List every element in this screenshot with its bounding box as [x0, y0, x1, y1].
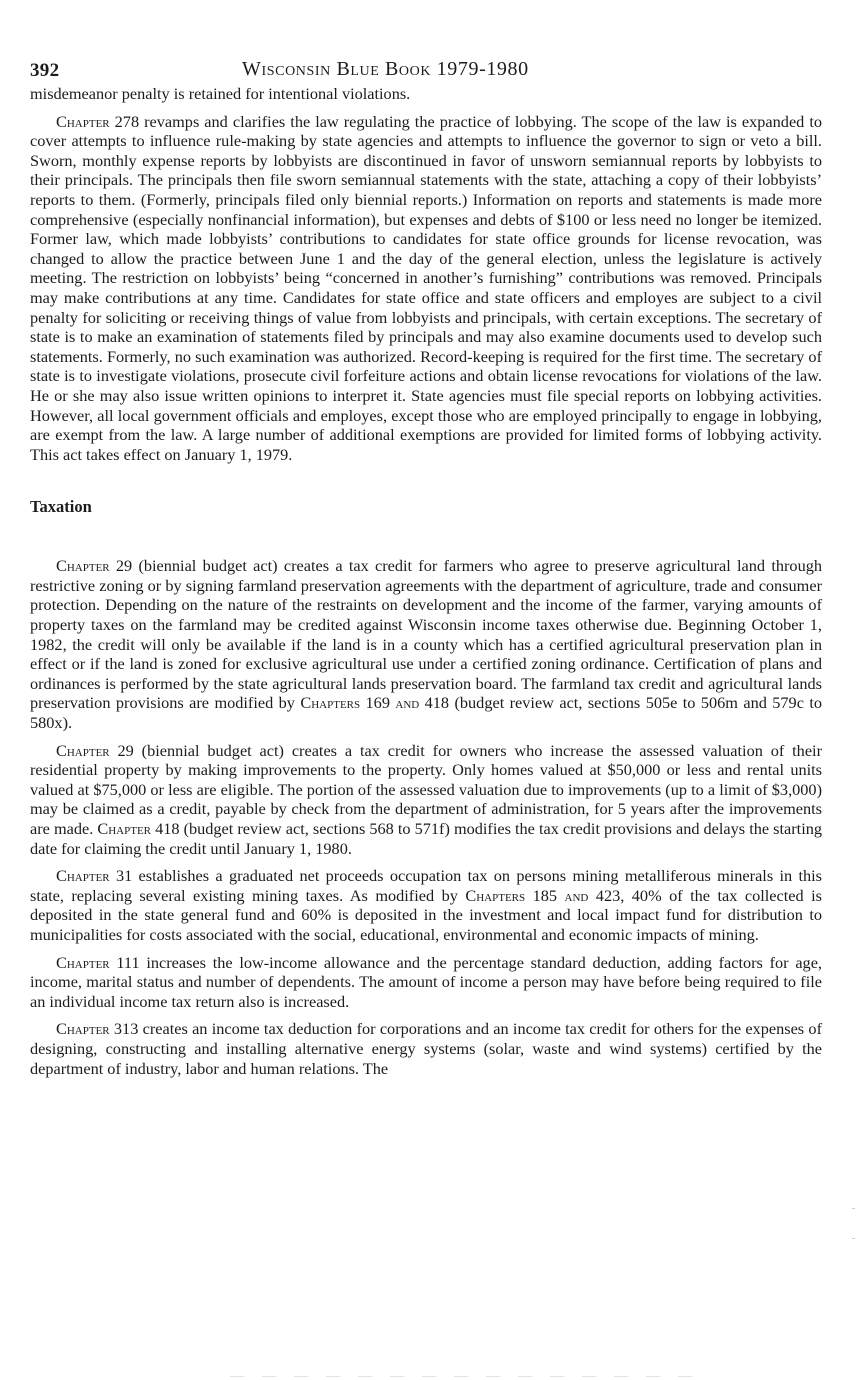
- paragraph-text: (budget review act, sections 505e to 506m and 579c to 580x).: [30, 693, 823, 733]
- document-page: [30, 0, 822, 1078]
- taxation-paragraph-5: [30, 1019, 822, 1078]
- paragraph-text: 111 increases the low-income allowance and the percentage standard deduction, adding factors for age, income, marital status and number of dependents. The amount of income a person may have before being required to file an individual income tax return also is increased.: [30, 952, 822, 1011]
- scan-bottom-marks: [230, 1376, 710, 1377]
- chapter-label: Chapter: [56, 740, 110, 760]
- paragraph-text: 313 creates an income tax deduction for corporations and an income tax credit for others for the expenses of designing, constructing and installing alternative energy systems (solar, waste and wind systems) certified by the department of industry, labor and human relations. The: [30, 1019, 822, 1078]
- page-header: [30, 0, 822, 84]
- intro-line: misdemeanor penalty is retained for intentional violations.: [30, 84, 411, 103]
- paragraph-text: 31 establishes a graduated net proceeds occupation tax on persons mining metalliferous minerals in this state, replacing several existing mining taxes. As modified by: [30, 866, 822, 905]
- lobbying-paragraph: [30, 112, 822, 465]
- page-number: 392: [30, 60, 60, 81]
- scan-edge-mark: [852, 1208, 855, 1209]
- running-title: Wisconsin Blue Book 1979-1980: [242, 58, 529, 80]
- taxation-paragraph-1: [30, 556, 822, 732]
- chapter-label: Chapter: [56, 866, 110, 886]
- paragraph-text: 29 (biennial budget act) creates a tax credit for farmers who agree to preserve agricultural land through restrictive zoning or by signing farmland preservation agreements with the department of agriculture, trade and consumer protection. Depending on the nature of the restraints on development and the income of the farmer, varying amounts of property taxes on the farmland may be credited against Wisconsin income taxes otherwise due. Beginning October 1, 1982, the credit will only be available if the land is in a county which has a certified agricultural preservation plan in effect or if the land is zoned for exclusive agricultural use under a certified zoning ordinance. Certification of plans and ordinances is performed by the state agricultural lands preservation board. The farmland tax credit and agricultural lands preservation provisions are modified by: [30, 556, 822, 713]
- chapter-label: Chapter: [56, 1019, 110, 1039]
- paragraph-text: , 40% of the tax collected is deposited in the state general fund and 60% is deposited in the investment and local impact fund for distribution to municipalities for costs associated with the social, educational, environmental and economic impacts of mining.: [30, 885, 822, 944]
- chapter-label: Chapter: [56, 111, 110, 131]
- paragraph-text: 29 (biennial budget act) creates a tax credit for owners who increase the assessed valuation of their residential property by making improvements to the property. Only homes valued at $50,000 or less and rental units valued at $75,000 or less are eligible. The portion of the assessed valuation due to improvements (up to a limit of $3,000) may be claimed as a credit, payable by check from the department of administration, for 5 years after the improvements are made.: [30, 740, 822, 838]
- chapters-reference: Chapters 185 and 423: [465, 885, 621, 905]
- section-heading-taxation: Taxation: [30, 497, 92, 517]
- chapter-label: Chapter: [56, 556, 110, 576]
- taxation-paragraph-3: [30, 866, 822, 944]
- scan-edge-mark: [852, 1238, 855, 1239]
- taxation-paragraph-2: [30, 741, 822, 859]
- taxation-paragraph-4: [30, 953, 822, 1012]
- paragraph-text: 418 (budget review act, sections 568 to 571f) modifies the tax credit provisions and delays the starting date for claiming the credit until January 1, 1980.: [30, 819, 823, 858]
- chapter-reference: Chapter: [97, 819, 151, 838]
- chapters-reference: Chapters 169 and 418: [300, 693, 450, 713]
- lobbying-text: 278 revamps and clarifies the law regulating the practice of lobbying. The scope of the law is expanded to cover attempts to influence rule-making by state agencies and attempts to influence the governor to sign or veto a bill. Sworn, monthly expense reports by lobbyists are discontinued in favor of unsworn semiannual reports by lobbyists to their principals. The principals then file sworn semiannual statements with the state, attaching a copy of their lobbyists’ reports to them. (Formerly, principals filed only biennial reports.) Information on reports and statements is made more comprehensive (especially nonfinancial information), but expenses and debts of $100 or less need no longer be itemized. Former law, which made lobbyists’ contributions to candidates for state office grounds for license revocation, was changed to allow the practice between June 1 and the day of the general election, unless the legislature is actively meeting. The restriction on lobbyists’ being “concerned in another’s furnishing” contributions was removed. Principals may make contributions at any time. Candidates for state office and state officers and employes are subject to a civil penalty for soliciting or receiving things of value from lobbyists and principals, with certain exceptions. The secretary of state is to make an examination of statements filed by principals and may also examine documents used to develop such statements. Formerly, no such examination was authorized. Record-keeping is required for the first time. The secretary of state is to investigate violations, prosecute civil forfeiture actions and obtain license revocations for violations of the law. He or she may also issue written opinions to interpret it. State agencies must file special reports on lobbying activities. However, all local government officials and employes, except those who are employed principally to engage in lobbying, are exempt from the law. A large number of additional exemptions are provided for limited forms of lobbying activity. This act takes effect on January 1, 1979.: [30, 111, 822, 464]
- chapter-label: Chapter: [56, 952, 110, 972]
